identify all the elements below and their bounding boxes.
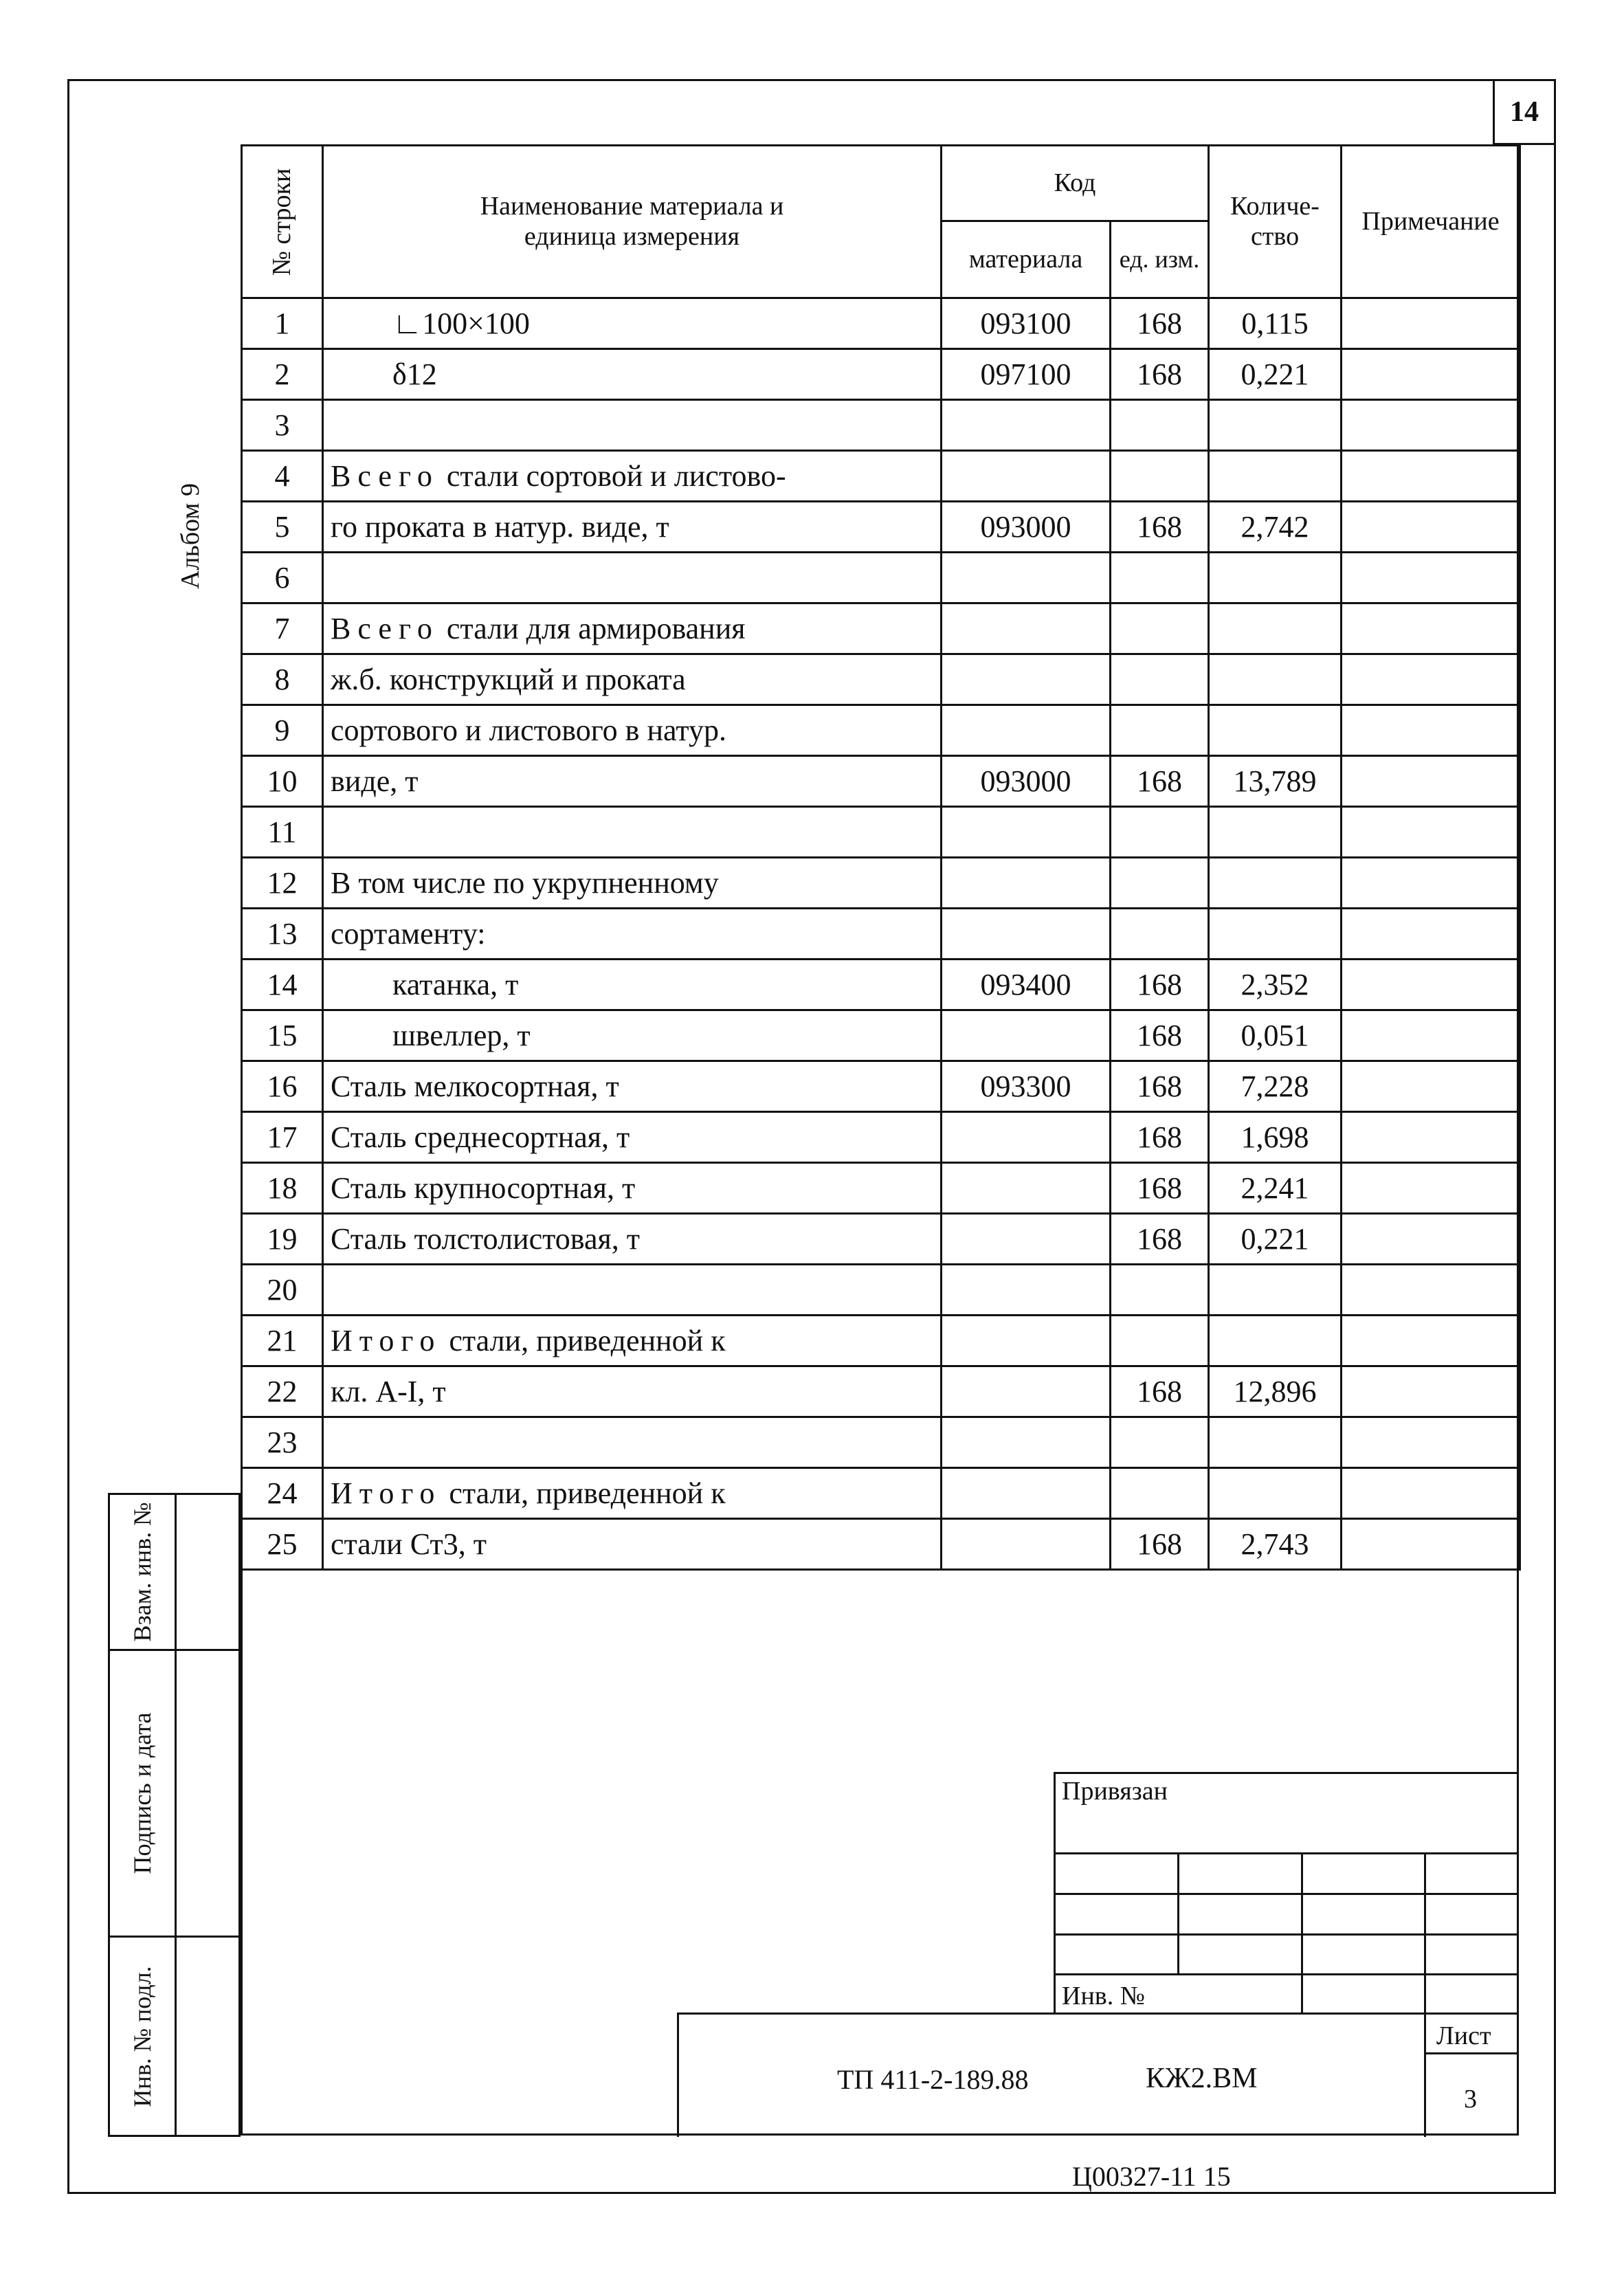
note	[1342, 1061, 1520, 1112]
table-row	[242, 1061, 1520, 1112]
header-note: Примечание	[1342, 146, 1520, 298]
footer-code: Ц00327-11 15	[1072, 2161, 1231, 2192]
row-number: 17	[242, 1112, 323, 1163]
material-name	[323, 960, 942, 1010]
table-row	[242, 400, 1520, 451]
material-code	[942, 1417, 1111, 1468]
material-code	[942, 553, 1111, 603]
name-text: сортового и листового в натур.	[331, 713, 727, 747]
material-name	[323, 909, 942, 960]
material-name	[323, 502, 942, 553]
material-name	[323, 1468, 942, 1519]
material-code: 093400	[942, 960, 1111, 1010]
note	[1342, 807, 1520, 858]
label-inv-no: Инв. №	[1062, 1982, 1145, 2010]
note	[1342, 451, 1520, 502]
material-code	[942, 603, 1111, 654]
material-code	[942, 400, 1111, 451]
row-number: 13	[242, 909, 323, 960]
material-name	[323, 1316, 942, 1366]
row-number: 8	[242, 654, 323, 705]
sheet-value: 3	[1464, 2085, 1477, 2114]
note	[1342, 400, 1520, 451]
quantity	[1209, 553, 1342, 603]
material-code	[942, 1265, 1111, 1316]
row-number: 9	[242, 705, 323, 756]
label-vzam-inv: Взам. инв. №	[129, 1502, 156, 1642]
unit-code: 168	[1111, 756, 1209, 807]
row-number: 15	[242, 1010, 323, 1061]
quantity	[1209, 1417, 1342, 1468]
table-row	[242, 1519, 1520, 1570]
material-code: 093000	[942, 756, 1111, 807]
unit-code	[1111, 1468, 1209, 1519]
table-row	[242, 1163, 1520, 1214]
name-text: катанка, т	[392, 968, 519, 1001]
name-text: стали, приведенной к	[449, 1476, 726, 1510]
name-text: Сталь крупносортная, т	[331, 1171, 636, 1205]
material-code	[942, 654, 1111, 705]
unit-code: 168	[1111, 349, 1209, 400]
material-name	[323, 756, 942, 807]
material-code	[942, 858, 1111, 909]
name-text: сортаменту:	[331, 917, 486, 951]
quantity: 0,221	[1209, 1214, 1342, 1265]
material-name	[323, 298, 942, 349]
row-number: 19	[242, 1214, 323, 1265]
material-name	[323, 807, 942, 858]
name-text: δ12	[392, 357, 437, 391]
row-number: 18	[242, 1163, 323, 1214]
row-number: 21	[242, 1316, 323, 1366]
unit-code	[1111, 807, 1209, 858]
table-row	[242, 756, 1520, 807]
unit-code: 168	[1111, 1112, 1209, 1163]
quantity	[1209, 603, 1342, 654]
material-code	[942, 1316, 1111, 1366]
note	[1342, 1265, 1520, 1316]
note	[1342, 1468, 1520, 1519]
table-row	[242, 960, 1520, 1010]
unit-code	[1111, 858, 1209, 909]
name-text: Сталь толстолистовая, т	[331, 1222, 640, 1256]
material-name	[323, 1061, 942, 1112]
quantity: 12,896	[1209, 1366, 1342, 1417]
table-row	[242, 451, 1520, 502]
row-number: 20	[242, 1265, 323, 1316]
quantity: 2,241	[1209, 1163, 1342, 1214]
name-text: го проката в натур. виде, т	[331, 510, 669, 544]
note	[1342, 1163, 1520, 1214]
row-number: 6	[242, 553, 323, 603]
table-row	[242, 1265, 1520, 1316]
material-code	[942, 705, 1111, 756]
unit-code: 168	[1111, 502, 1209, 553]
quantity	[1209, 400, 1342, 451]
stamp-signature-date	[108, 1649, 241, 1938]
material-name	[323, 1366, 942, 1417]
unit-code	[1111, 1265, 1209, 1316]
row-number: 4	[242, 451, 323, 502]
name-text: виде, т	[331, 764, 419, 798]
material-code	[942, 807, 1111, 858]
quantity: 1,698	[1209, 1112, 1342, 1163]
unit-code: 168	[1111, 1010, 1209, 1061]
unit-code	[1111, 1316, 1209, 1366]
table-row	[242, 1316, 1520, 1366]
quantity: 2,742	[1209, 502, 1342, 553]
label-signature-date: Подпись и дата	[129, 1712, 156, 1874]
material-name	[323, 1519, 942, 1570]
name-text: ∟100×100	[392, 307, 530, 340]
name-text: стали Ст3, т	[331, 1527, 487, 1561]
material-code	[942, 1112, 1111, 1163]
row-number: 11	[242, 807, 323, 858]
name-lead: Всего	[331, 612, 439, 645]
row-number: 14	[242, 960, 323, 1010]
stamp-inv-podl	[108, 1936, 241, 2137]
quantity: 0,221	[1209, 349, 1342, 400]
header-quantity: Количе- ство	[1209, 146, 1342, 298]
material-code	[942, 1010, 1111, 1061]
quantity	[1209, 1468, 1342, 1519]
quantity	[1209, 909, 1342, 960]
unit-code	[1111, 603, 1209, 654]
quantity: 2,743	[1209, 1519, 1342, 1570]
material-code	[942, 1468, 1111, 1519]
row-number: 12	[242, 858, 323, 909]
material-name	[323, 400, 942, 451]
material-name	[323, 654, 942, 705]
header-code-unit: ед. изм.	[1111, 221, 1209, 298]
unit-code: 168	[1111, 1519, 1209, 1570]
quantity	[1209, 807, 1342, 858]
table-row	[242, 909, 1520, 960]
table-row	[242, 654, 1520, 705]
row-number: 3	[242, 400, 323, 451]
quantity	[1209, 1316, 1342, 1366]
material-code	[942, 451, 1111, 502]
unit-code	[1111, 909, 1209, 960]
label-inv-podl: Инв. № подл.	[129, 1965, 156, 2107]
note	[1342, 1366, 1520, 1417]
name-text: стали для армирования	[446, 612, 746, 645]
name-lead: Итого	[331, 1324, 442, 1357]
unit-code	[1111, 553, 1209, 603]
row-number: 1	[242, 298, 323, 349]
table-row	[242, 1366, 1520, 1417]
material-name	[323, 705, 942, 756]
unit-code	[1111, 451, 1209, 502]
row-number: 5	[242, 502, 323, 553]
note	[1342, 553, 1520, 603]
name-text: Сталь среднесортная, т	[331, 1120, 630, 1154]
material-code: 097100	[942, 349, 1111, 400]
material-code: 093000	[942, 502, 1111, 553]
row-number: 23	[242, 1417, 323, 1468]
quantity	[1209, 858, 1342, 909]
note	[1342, 349, 1520, 400]
unit-code: 168	[1111, 298, 1209, 349]
name-text: В том числе по укрупненному	[331, 866, 719, 900]
unit-code: 168	[1111, 1163, 1209, 1214]
row-number: 22	[242, 1366, 323, 1417]
material-code	[942, 1214, 1111, 1265]
header-code: Код	[942, 146, 1209, 221]
material-code	[942, 1519, 1111, 1570]
quantity: 0,115	[1209, 298, 1342, 349]
table-row	[242, 1417, 1520, 1468]
row-number: 25	[242, 1519, 323, 1570]
material-name	[323, 1265, 942, 1316]
row-number: 2	[242, 349, 323, 400]
album-label: Альбом 9	[176, 483, 205, 589]
name-text: ж.б. конструкций и проката	[331, 663, 686, 696]
unit-code	[1111, 654, 1209, 705]
name-text: Сталь мелкосортная, т	[331, 1069, 619, 1103]
table-row	[242, 1010, 1520, 1061]
note	[1342, 1214, 1520, 1265]
material-name	[323, 451, 942, 502]
note	[1342, 960, 1520, 1010]
name-lead: Всего	[331, 459, 439, 493]
table-row	[242, 502, 1520, 553]
note	[1342, 858, 1520, 909]
note	[1342, 1417, 1520, 1468]
note	[1342, 1316, 1520, 1366]
quantity	[1209, 654, 1342, 705]
material-code	[942, 1366, 1111, 1417]
note	[1342, 705, 1520, 756]
material-code	[942, 1163, 1111, 1214]
material-name	[323, 1010, 942, 1061]
row-number: 16	[242, 1061, 323, 1112]
note	[1342, 909, 1520, 960]
unit-code	[1111, 1417, 1209, 1468]
quantity: 7,228	[1209, 1061, 1342, 1112]
header-name: Наименование материала и единица измерения	[323, 146, 942, 298]
table-row	[242, 1214, 1520, 1265]
material-name	[323, 1417, 942, 1468]
note	[1342, 298, 1520, 349]
material-table	[241, 144, 1521, 1571]
quantity	[1209, 451, 1342, 502]
header-code-material: материала	[942, 221, 1111, 298]
stamp-vzam-inv	[108, 1493, 241, 1651]
name-lead: Итого	[331, 1476, 442, 1510]
table-row	[242, 1112, 1520, 1163]
table-row	[242, 705, 1520, 756]
sheet-number: 14	[1493, 80, 1554, 145]
name-text: кл. А-I, т	[331, 1375, 446, 1408]
table-row	[242, 298, 1520, 349]
material-code	[942, 909, 1111, 960]
table-row	[242, 858, 1520, 909]
unit-code: 168	[1111, 1214, 1209, 1265]
unit-code	[1111, 400, 1209, 451]
quantity: 13,789	[1209, 756, 1342, 807]
name-text: стали сортовой и листово-	[446, 459, 786, 493]
material-name	[323, 603, 942, 654]
unit-code	[1111, 705, 1209, 756]
material-name	[323, 1112, 942, 1163]
material-name	[323, 1214, 942, 1265]
doc-mark: КЖ2.ВМ	[1146, 2063, 1258, 2094]
quantity	[1209, 705, 1342, 756]
quantity: 0,051	[1209, 1010, 1342, 1061]
material-code: 093300	[942, 1061, 1111, 1112]
header-row-no: № строки	[242, 146, 323, 298]
row-number: 10	[242, 756, 323, 807]
name-text: стали, приведенной к	[449, 1324, 726, 1357]
note	[1342, 654, 1520, 705]
material-name	[323, 858, 942, 909]
name-text: швеллер, т	[392, 1019, 531, 1052]
table-row	[242, 1468, 1520, 1519]
material-name	[323, 349, 942, 400]
note	[1342, 603, 1520, 654]
quantity	[1209, 1265, 1342, 1316]
material-name	[323, 553, 942, 603]
quantity: 2,352	[1209, 960, 1342, 1010]
unit-code: 168	[1111, 1061, 1209, 1112]
material-name	[323, 1163, 942, 1214]
row-number: 24	[242, 1468, 323, 1519]
unit-code: 168	[1111, 1366, 1209, 1417]
material-code: 093100	[942, 298, 1111, 349]
table-row	[242, 553, 1520, 603]
table-row	[242, 349, 1520, 400]
unit-code: 168	[1111, 960, 1209, 1010]
note	[1342, 1519, 1520, 1570]
row-number: 7	[242, 603, 323, 654]
note	[1342, 756, 1520, 807]
note	[1342, 1112, 1520, 1163]
doc-code: ТП 411-2-189.88	[837, 2064, 1029, 2095]
table-row	[242, 807, 1520, 858]
table-row	[242, 603, 1520, 654]
label-privyazan: Привязан	[1062, 1777, 1168, 1806]
note	[1342, 1010, 1520, 1061]
note	[1342, 502, 1520, 553]
label-sheet: Лист	[1436, 2021, 1491, 2050]
